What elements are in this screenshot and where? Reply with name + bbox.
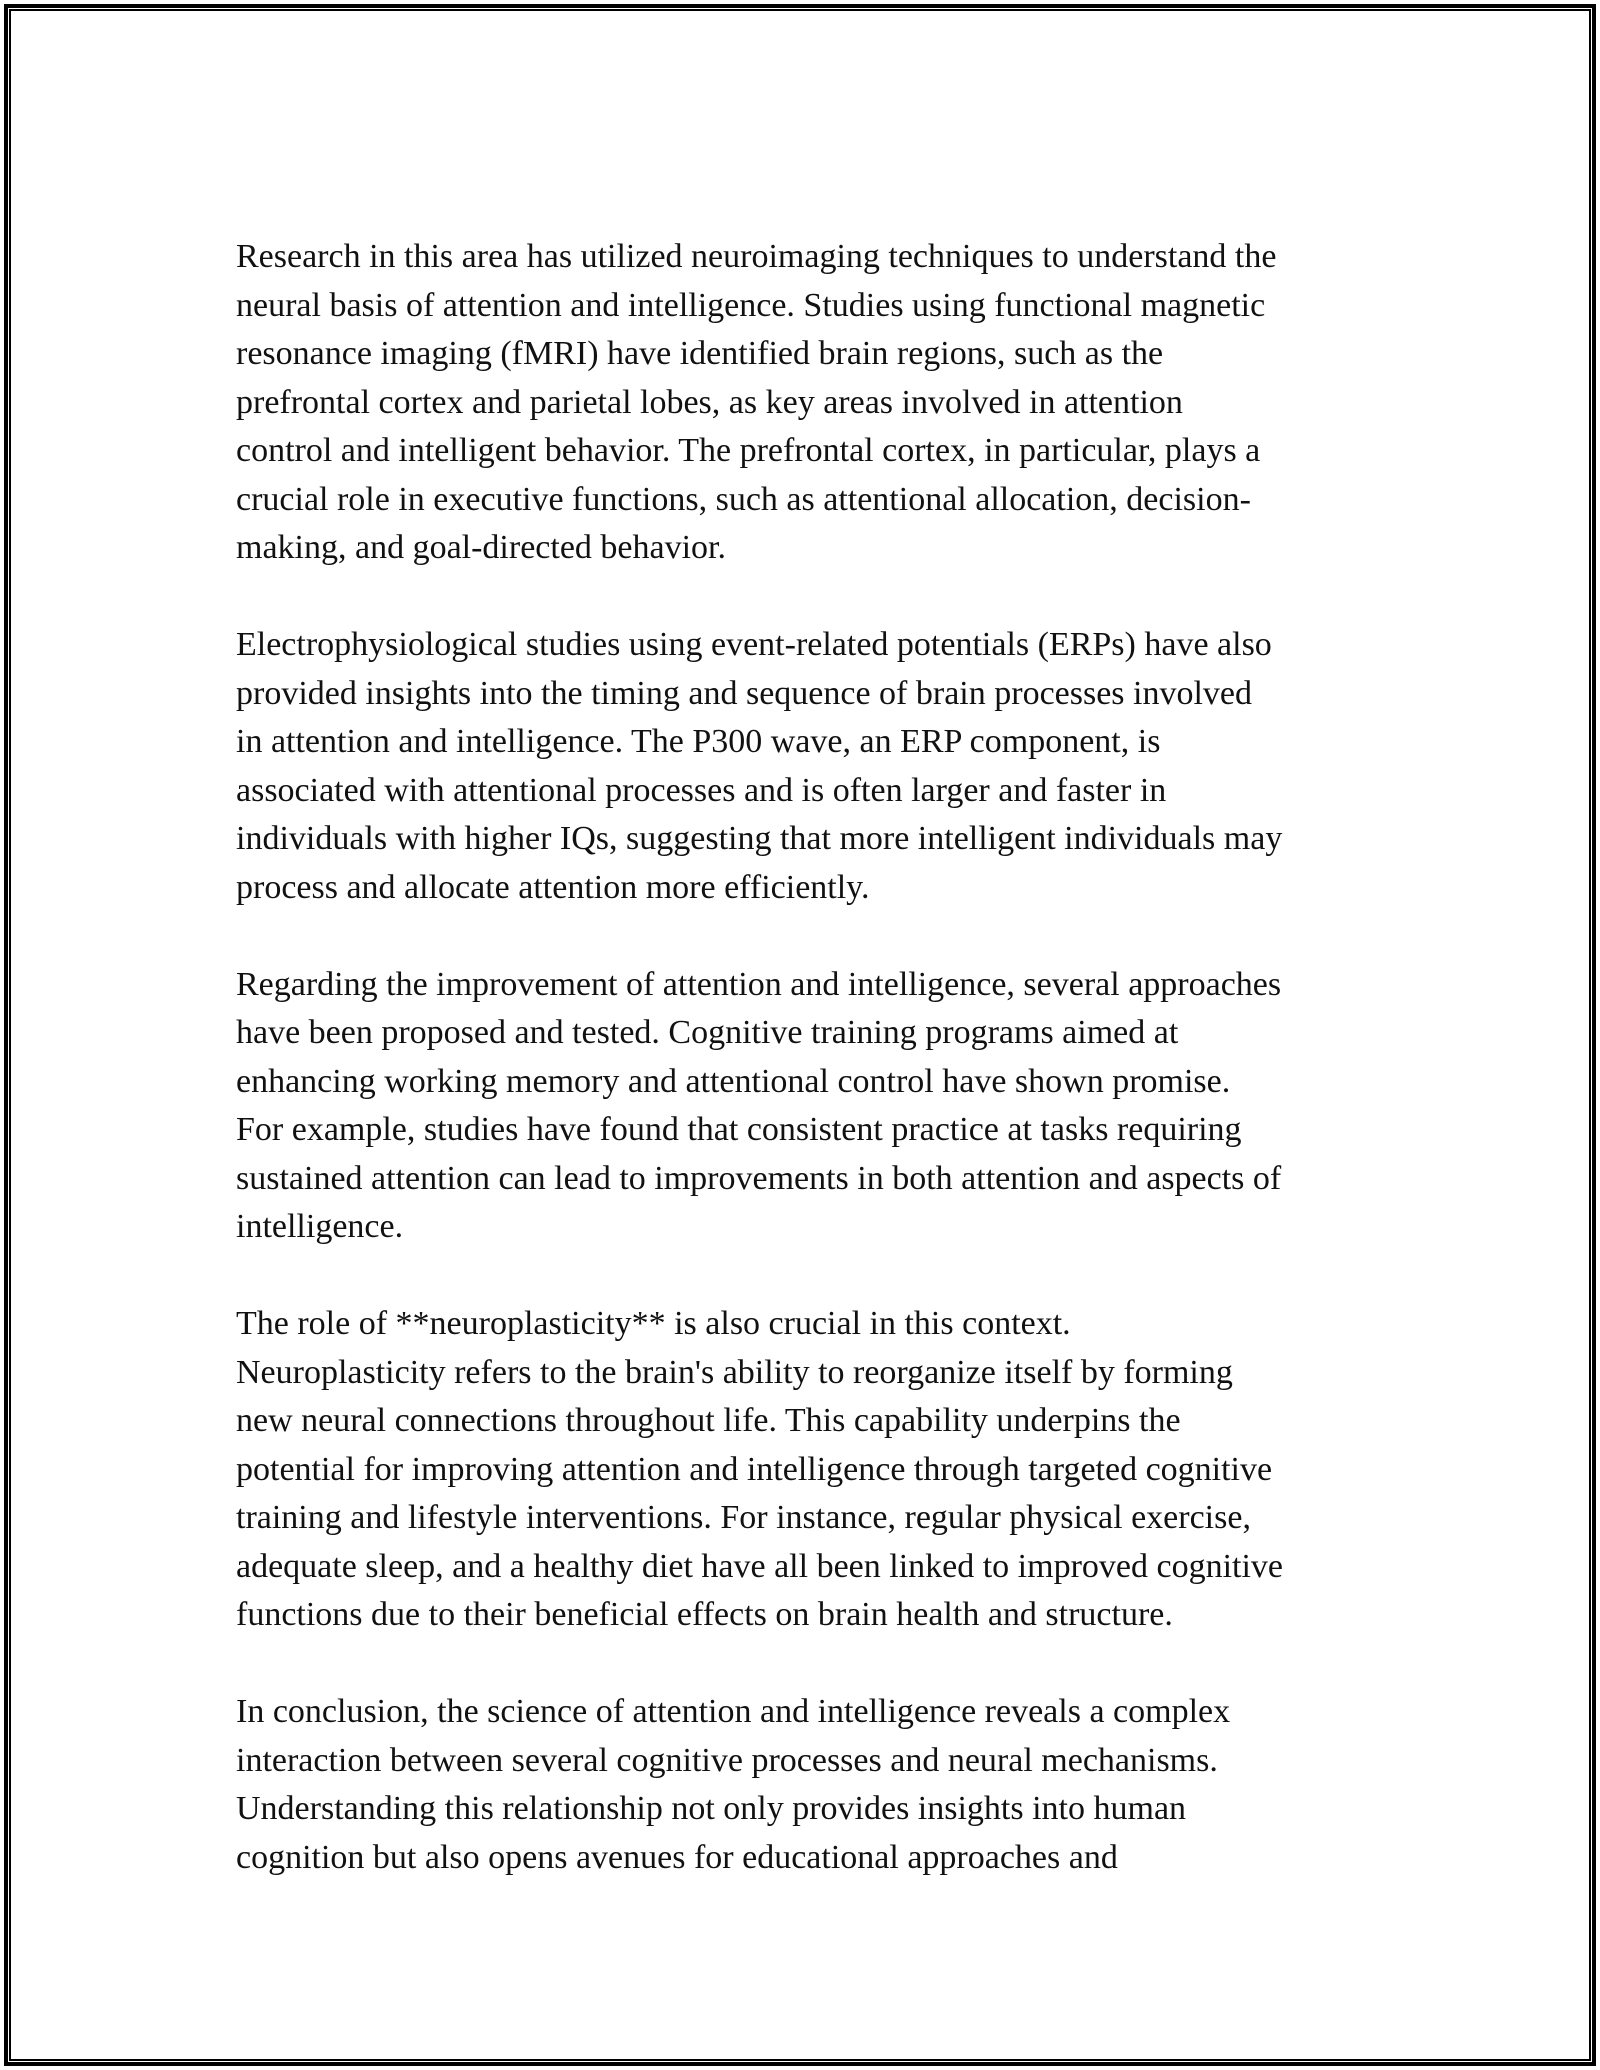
text-line: crucial role in executive functions, such as attentional allocation, decision- xyxy=(236,480,1251,518)
text-line: Understanding this relationship not only provides insights into human xyxy=(236,1790,1187,1827)
text-line: training and lifestyle interventions. For instance, regular physical exercise, xyxy=(236,1499,1251,1536)
text-line: resonance imaging (fMRI) have identified brain regions, such as the xyxy=(236,335,1164,372)
text-line: Regarding the improvement of attention and intelligence, several approaches xyxy=(236,965,1282,1003)
paragraph-neuroimaging xyxy=(236,233,1376,573)
text-line: provided insights into the timing and sequence of brain processes involved xyxy=(236,674,1253,712)
text-line: neural basis of attention and intelligence. Studies using functional magnetic xyxy=(236,286,1266,324)
text-line: prefrontal cortex and parietal lobes, as key areas involved in attention xyxy=(236,383,1183,421)
text-line: For example, studies have found that consistent practice at tasks requiring xyxy=(236,1111,1242,1148)
text-line: cognition but also opens avenues for educational approaches and xyxy=(236,1838,1118,1876)
text-line: intelligence. xyxy=(236,1208,404,1245)
text-line: have been proposed and tested. Cognitive training programs aimed at xyxy=(236,1014,1179,1051)
text-line: making, and goal-directed behavior. xyxy=(236,529,726,566)
text-line: Neuroplasticity refers to the brain's ability to reorganize itself by forming xyxy=(236,1353,1233,1391)
text-line: individuals with higher IQs, suggesting that more intelligent individuals may xyxy=(236,820,1283,857)
text-line: potential for improving attention and intelligence through targeted cognitive xyxy=(236,1450,1273,1488)
paragraph-conclusion xyxy=(236,1688,1376,1882)
text-line: sustained attention can lead to improvements in both attention and aspects of xyxy=(236,1159,1282,1197)
page-content xyxy=(236,233,1376,1931)
text-line: control and intelligent behavior. The prefrontal cortex, in particular, plays a xyxy=(236,432,1261,469)
text-line: In conclusion, the science of attention and intelligence reveals a complex xyxy=(236,1693,1231,1730)
text-line: in attention and intelligence. The P300 wave, an ERP component, is xyxy=(236,723,1161,760)
text-line: process and allocate attention more efficiently. xyxy=(236,868,870,906)
text-line: The role of **neuroplasticity** is also crucial in this context. xyxy=(236,1305,1071,1342)
text-line: enhancing working memory and attentional control have shown promise. xyxy=(236,1062,1231,1100)
paragraph-improvement xyxy=(236,961,1376,1252)
text-line: functions due to their beneficial effects on brain health and structure. xyxy=(236,1596,1173,1633)
text-line: new neural connections throughout life. This capability underpins the xyxy=(236,1402,1181,1439)
text-line: associated with attentional processes and is often larger and faster in xyxy=(236,771,1167,809)
text-line: adequate sleep, and a healthy diet have all been linked to improved cognitive xyxy=(236,1547,1284,1585)
text-line: Electrophysiological studies using event-related potentials (ERPs) have also xyxy=(236,626,1272,663)
text-line: Research in this area has utilized neuroimaging techniques to understand the xyxy=(236,238,1277,275)
text-line: interaction between several cognitive processes and neural mechanisms. xyxy=(236,1741,1218,1779)
paragraph-neuroplasticity xyxy=(236,1300,1376,1640)
paragraph-electrophysiology xyxy=(236,621,1376,912)
